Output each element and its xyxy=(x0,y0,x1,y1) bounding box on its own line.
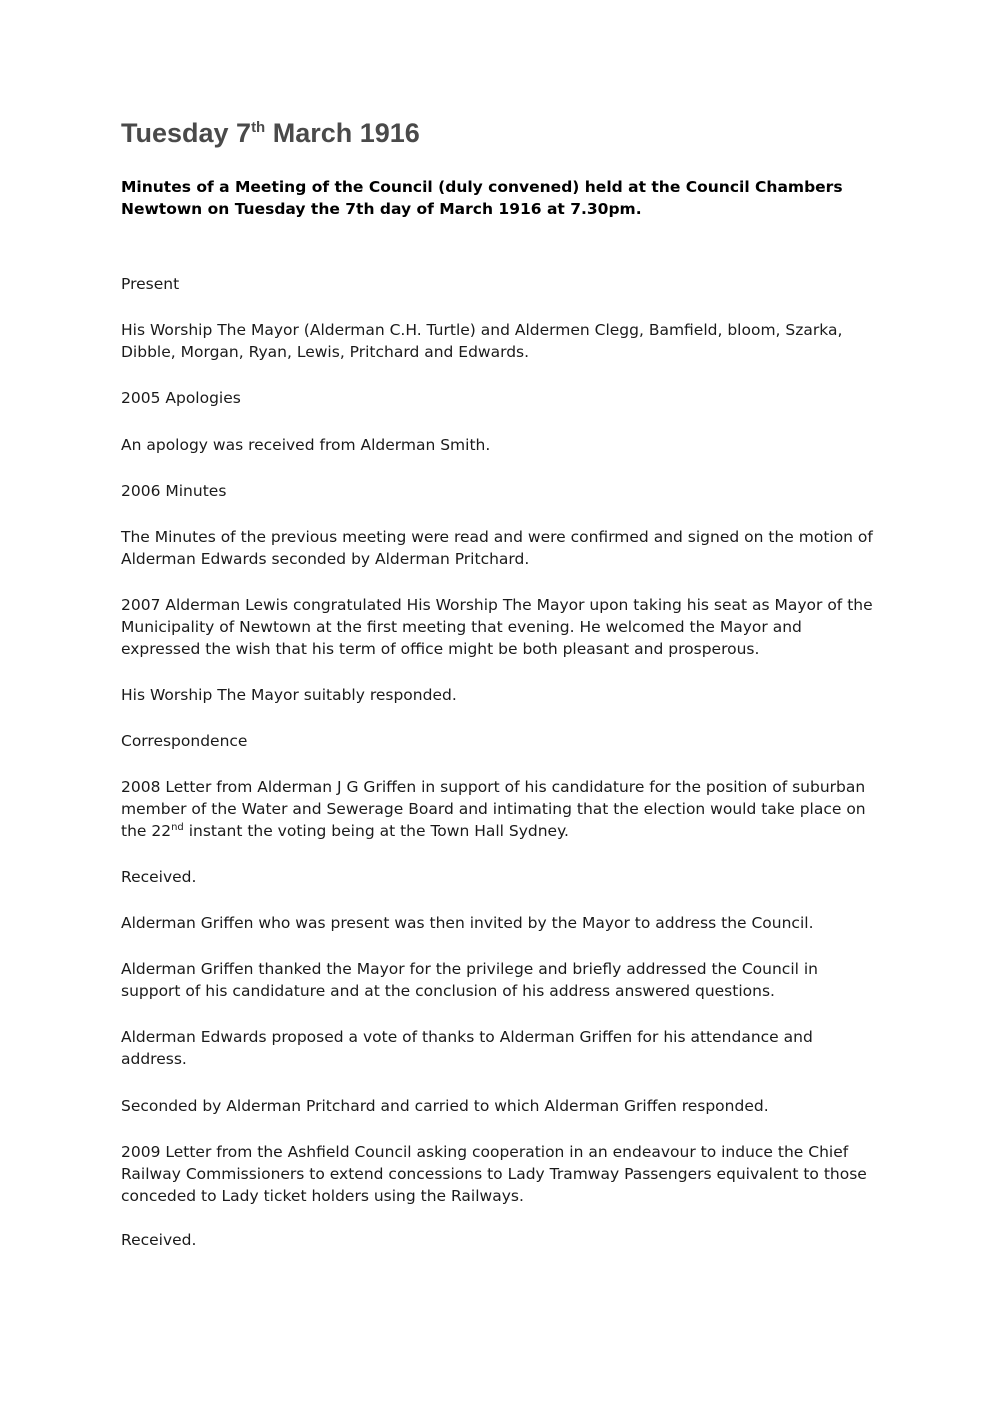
item-2009-line-1: 2009 Letter from the Ashfield Council asking cooperation in an endeavour to induce the Chief xyxy=(121,1143,849,1161)
title-suffix: March 1916 xyxy=(265,118,420,148)
item-2007-line-1: 2007 Alderman Lewis congratulated His Worship The Mayor upon taking his seat as Mayor of the xyxy=(121,596,873,614)
item-2007-line-2: Municipality of Newtown at the first meeting that evening. He welcomed the Mayor and xyxy=(121,618,802,636)
item-2007-line-3: expressed the wish that his term of office might be both pleasant and prosperous. xyxy=(121,640,760,658)
item-2008-paragraph xyxy=(121,776,891,842)
attendees-paragraph xyxy=(121,319,891,363)
meeting-heading-line-1: Minutes of a Meeting of the Council (duly convened) held at the Council Chambers xyxy=(121,178,843,196)
minutes-heading xyxy=(121,480,891,502)
mayor-response-text: His Worship The Mayor suitably responded. xyxy=(121,686,457,704)
item-2008-line-2: member of the Water and Sewerage Board and intimating that the election would take place on xyxy=(121,800,866,818)
item-2008-superscript: nd xyxy=(171,821,184,833)
apology-paragraph xyxy=(121,434,891,456)
vote-of-thanks-line-1: Alderman Edwards proposed a vote of thanks to Alderman Griffen for his attendance and xyxy=(121,1028,813,1046)
item-2009-paragraph xyxy=(121,1141,891,1207)
mayor-response-paragraph xyxy=(121,684,891,706)
title-prefix: Tuesday 7 xyxy=(121,118,252,148)
apologies-heading xyxy=(121,387,891,409)
meeting-heading xyxy=(121,176,881,220)
griffen-invited-paragraph xyxy=(121,912,891,934)
received-paragraph-1 xyxy=(121,866,891,888)
item-2009-line-3: conceded to Lady ticket holders using the Railways. xyxy=(121,1187,524,1205)
received-text-1: Received. xyxy=(121,868,197,886)
apology-text: An apology was received from Alderman Smith. xyxy=(121,436,491,454)
title-superscript: th xyxy=(251,119,266,136)
received-text-2: Received. xyxy=(121,1231,197,1249)
attendees-line-1: His Worship The Mayor (Alderman C.H. Turtle) and Aldermen Clegg, Bamfield, bloom, Szarka, xyxy=(121,321,843,339)
meeting-heading-line-2: Newtown on Tuesday the 7th day of March 1916 at 7.30pm. xyxy=(121,200,642,218)
minutes-paragraph xyxy=(121,526,891,570)
minutes-line-1: The Minutes of the previous meeting were read and were confirmed and signed on the motion of xyxy=(121,528,873,546)
vote-of-thanks-line-2: address. xyxy=(121,1050,187,1068)
seconded-text: Seconded by Alderman Pritchard and carried to which Alderman Griffen responded. xyxy=(121,1097,769,1115)
griffen-address-paragraph xyxy=(121,958,891,1002)
correspondence-heading xyxy=(121,730,891,752)
received-paragraph-2 xyxy=(121,1229,891,1251)
griffen-address-line-1: Alderman Griffen thanked the Mayor for the privilege and briefly addressed the Council in xyxy=(121,960,818,978)
item-2008-line-1: 2008 Letter from Alderman J G Griffen in support of his candidature for the position of suburban xyxy=(121,778,866,796)
item-2009-line-2: Railway Commissioners to extend concessions to Lady Tramway Passengers equivalent to those xyxy=(121,1165,867,1183)
minutes-heading-text: 2006 Minutes xyxy=(121,482,227,500)
item-2008-line-3-end: instant the voting being at the Town Hall Sydney. xyxy=(183,822,569,840)
minutes-line-2: Alderman Edwards seconded by Alderman Pritchard. xyxy=(121,550,530,568)
correspondence-heading-text: Correspondence xyxy=(121,732,248,750)
item-2007-paragraph xyxy=(121,594,891,660)
item-2008-line-3-start: the 22 xyxy=(121,822,172,840)
page-title xyxy=(121,118,420,149)
vote-of-thanks-paragraph xyxy=(121,1026,891,1070)
present-heading xyxy=(121,273,891,295)
seconded-paragraph xyxy=(121,1095,891,1117)
present-heading-text: Present xyxy=(121,275,180,293)
attendees-line-2: Dibble, Morgan, Ryan, Lewis, Pritchard and Edwards. xyxy=(121,343,530,361)
apologies-heading-text: 2005 Apologies xyxy=(121,389,241,407)
griffen-invited-text: Alderman Griffen who was present was then invited by the Mayor to address the Council. xyxy=(121,914,814,932)
griffen-address-line-2: support of his candidature and at the conclusion of his address answered questions. xyxy=(121,982,775,1000)
